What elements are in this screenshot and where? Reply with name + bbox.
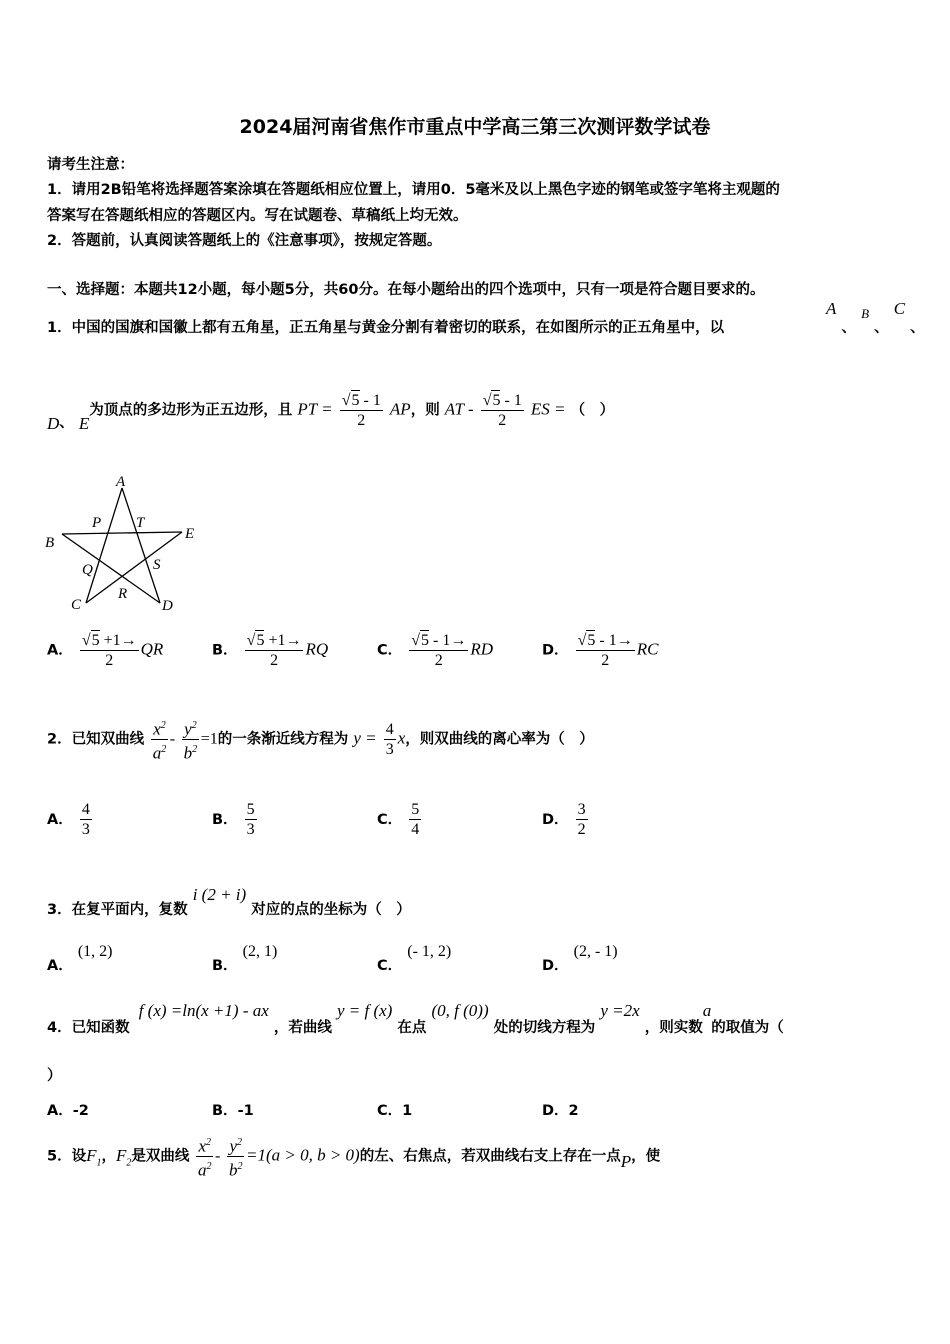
star-label-r: R: [118, 586, 128, 602]
q3-complex-expr: i (2 + i): [192, 885, 247, 904]
q4-option-d[interactable]: D．2: [542, 1103, 579, 1119]
q3-option-d[interactable]: D． (2, - 1): [542, 943, 618, 974]
star-edge-c-a: [86, 488, 122, 603]
star-label-t: T: [136, 515, 145, 531]
q2-option-a[interactable]: A． $\frac{4}{3}$: [47, 801, 90, 838]
q5-stem: 5．设$F_1$，$F_2$是双曲线 $\frac{x^2}{a^2}$ - $\frac{y^2}{b^2}$ =1(a > 0, b > 0)的左、右焦点，若双曲线右支上存在一点P，使: [47, 1133, 660, 1179]
star-label-q: Q: [82, 562, 93, 578]
pentagram-figure: [40, 470, 210, 620]
q4-point: (0, f (0)): [431, 1001, 489, 1020]
q1-text-a: 1．中国的国旗和国徽上都有五角星，正五角星与黄金分割有着密切的联系，在如图所示的正五角星中，以: [47, 320, 725, 336]
q3-option-c[interactable]: C． (- 1, 2): [377, 943, 452, 974]
q1-golden-fraction-1: $\frac{√5 - 1}{2}$: [341, 392, 381, 429]
q2-option-d[interactable]: D． $\frac{3}{2}$: [542, 801, 586, 838]
q4-close-paren: ）: [47, 1068, 62, 1084]
q1-option-b[interactable]: B． $\frac{√5 +1\to}{2}$ RQ: [212, 632, 329, 669]
notice-heading: 请考生注意：: [47, 157, 134, 173]
star-edge-a-d: [122, 488, 160, 603]
q4-option-b[interactable]: B．-1: [212, 1103, 254, 1119]
q3-stem: 3．在复平面内，复数 i (2 + i) 对应的点的坐标为（ ）: [47, 885, 411, 918]
star-label-b: B: [45, 535, 55, 551]
q1-vertex-list: A 、 $_B$ 、 C 、: [826, 299, 925, 336]
star-label-p: P: [92, 515, 102, 531]
q1-line-2: D、 E为顶点的多边形为正五边形，且 PT = $\frac{√5 - 1}{2}$ AP，则 AT - $\frac{√5 - 1}{2}$ ES = （ ）: [47, 392, 615, 433]
q4-function: f (x) =ln(x +1) - ax: [138, 1001, 269, 1020]
q2-stem: 2．已知双曲线 $\frac{x^2}{a^2}$ - $\frac{y^2}{b^2}$ =1的一条渐近线方程为 y = $\frac{4}{3}$ x，则双曲线的离心率为（ ）: [47, 716, 594, 762]
q4-option-a[interactable]: A．-2: [47, 1103, 89, 1119]
q4-option-c[interactable]: C．1: [377, 1103, 413, 1119]
q2-option-b[interactable]: B． $\frac{5}{3}$: [212, 801, 255, 838]
q1-option-d[interactable]: D． $\frac{√5 - 1\to}{2}$ RC: [542, 632, 659, 669]
star-edge-d-b: [62, 534, 160, 603]
section-heading: 一、选择题：本题共12小题，每小题5分，共60分。在每小题给出的四个选项中，只有一项是符合题目要求的。: [47, 282, 765, 298]
notice-line-1: 1．请用2B铅笔将选择题答案涂填在答题纸相应位置上，请用0．5毫米及以上黑色字迹的钢笔或签字笔将主观题的: [47, 182, 780, 198]
q2-option-c[interactable]: C． $\frac{5}{4}$: [377, 801, 420, 838]
star-label-c: C: [71, 597, 82, 613]
star-edge-b-e: [62, 532, 182, 534]
star-label-d: D: [162, 598, 173, 614]
notice-line-2: 答案写在答题纸相应的答题区内。写在试题卷、草稿纸上均无效。: [47, 208, 468, 224]
q4-stem: 4．已知函数 f (x) =ln(x +1) - ax ，若曲线 y = f (x) 在点 (0, f (0)) 处的切线方程为 y =2x ，则实数a的取值为（: [47, 1001, 784, 1036]
q4-tangent: y =2x: [600, 1001, 640, 1020]
q1-golden-fraction-2: $\frac{√5 - 1}{2}$: [482, 392, 522, 429]
q4-curve: y = f (x): [336, 1001, 393, 1020]
star-label-a: A: [116, 474, 126, 490]
q1-option-c[interactable]: C． $\frac{√5 - 1\to}{2}$ RD: [377, 632, 494, 669]
q5-condition: =1(a > 0, b > 0): [245, 1145, 360, 1165]
notice-line-3: 2．答题前，认真阅读答题纸上的《注意事项》，按规定答题。: [47, 233, 442, 249]
star-edge-e-c: [86, 532, 182, 603]
star-label-e: E: [185, 526, 195, 542]
q3-option-b[interactable]: B． (2, 1): [212, 943, 278, 974]
q1-option-a[interactable]: A． $\frac{√5 +1\to}{2}$ QR: [47, 632, 164, 669]
star-label-s: S: [153, 557, 161, 573]
q3-option-a[interactable]: A． (1, 2): [47, 943, 113, 974]
page-title: 2024届河南省焦作市重点中学高三第三次测评数学试卷: [239, 116, 711, 138]
